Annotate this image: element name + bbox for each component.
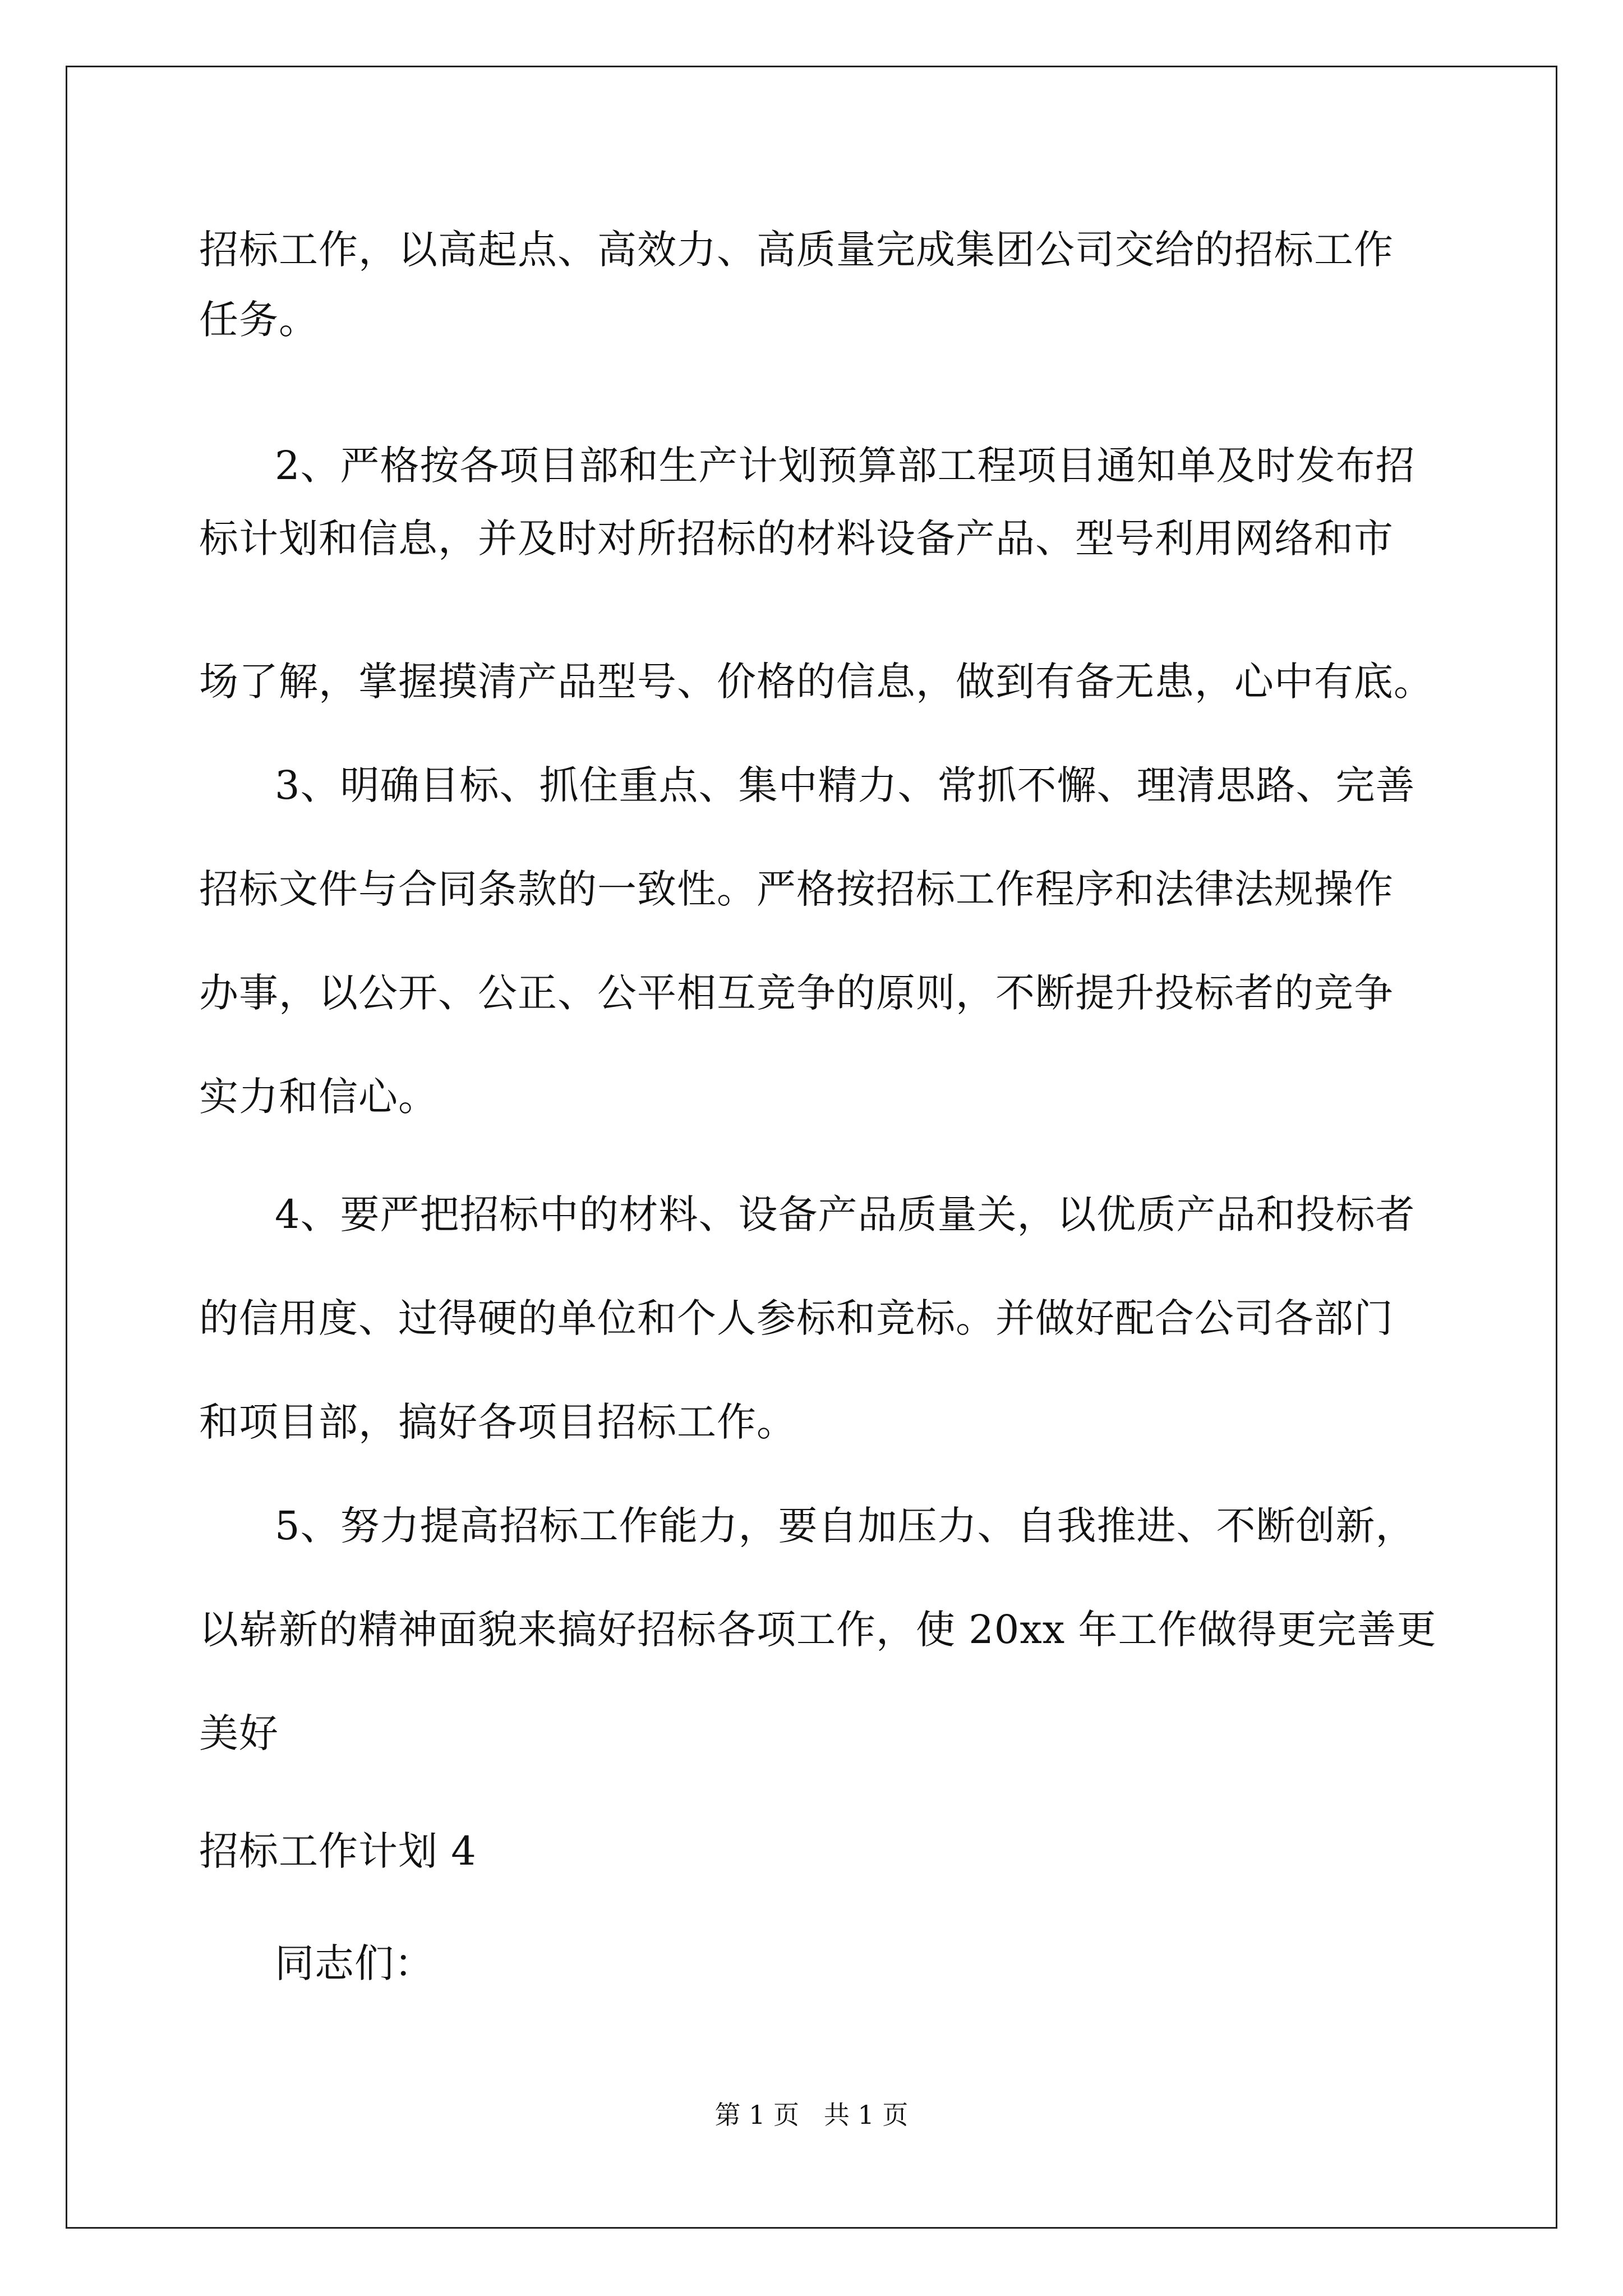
body-line: 实力和信心。 (199, 1074, 438, 1120)
body-line: 的信用度、过得硬的单位和个人参标和竞标。并做好配合公司各部门 (199, 1295, 1394, 1341)
body-line: 和项目部，搞好各项目招标工作。 (199, 1399, 796, 1445)
paragraph-4-start: 4、要严把招标中的材料、设备产品质量关，以优质产品和投标者 (275, 1191, 1415, 1237)
page-border (66, 66, 1557, 2229)
body-line: 美好 (199, 1710, 279, 1756)
body-line: 任务。 (199, 297, 319, 343)
body-line: 招标工作，以高起点、高效力、高质量完成集团公司交给的招标工作 (199, 227, 1394, 273)
paragraph-3-start: 3、明确目标、抓住重点、集中精力、常抓不懈、理清思路、完善 (275, 762, 1415, 808)
body-line: 办事，以公开、公正、公平相互竞争的原则，不断提升投标者的竞争 (199, 970, 1394, 1016)
body-line: 场了解，掌握摸清产品型号、价格的信息，做到有备无患，心中有底。 (199, 659, 1433, 705)
page-footer: 第 1 页 共 1 页 (714, 2100, 909, 2130)
paragraph-2-start: 2、严格按各项目部和生产计划预算部工程项目通知单及时发布招 (275, 443, 1415, 489)
section-heading: 招标工作计划 4 (199, 1828, 477, 1874)
paragraph-5-start: 5、努力提高招标工作能力，要自加压力、自我推进、不断创新， (275, 1503, 1415, 1549)
salutation: 同志们： (275, 1940, 434, 1986)
body-line: 招标文件与合同条款的一致性。严格按招标工作程序和法律法规操作 (199, 866, 1394, 912)
body-line: 以崭新的精神面貌来搞好招标各项工作，使 20xx 年工作做得更完善更 (199, 1607, 1437, 1653)
body-line: 标计划和信息，并及时对所招标的材料设备产品、型号利用网络和市 (199, 516, 1394, 562)
